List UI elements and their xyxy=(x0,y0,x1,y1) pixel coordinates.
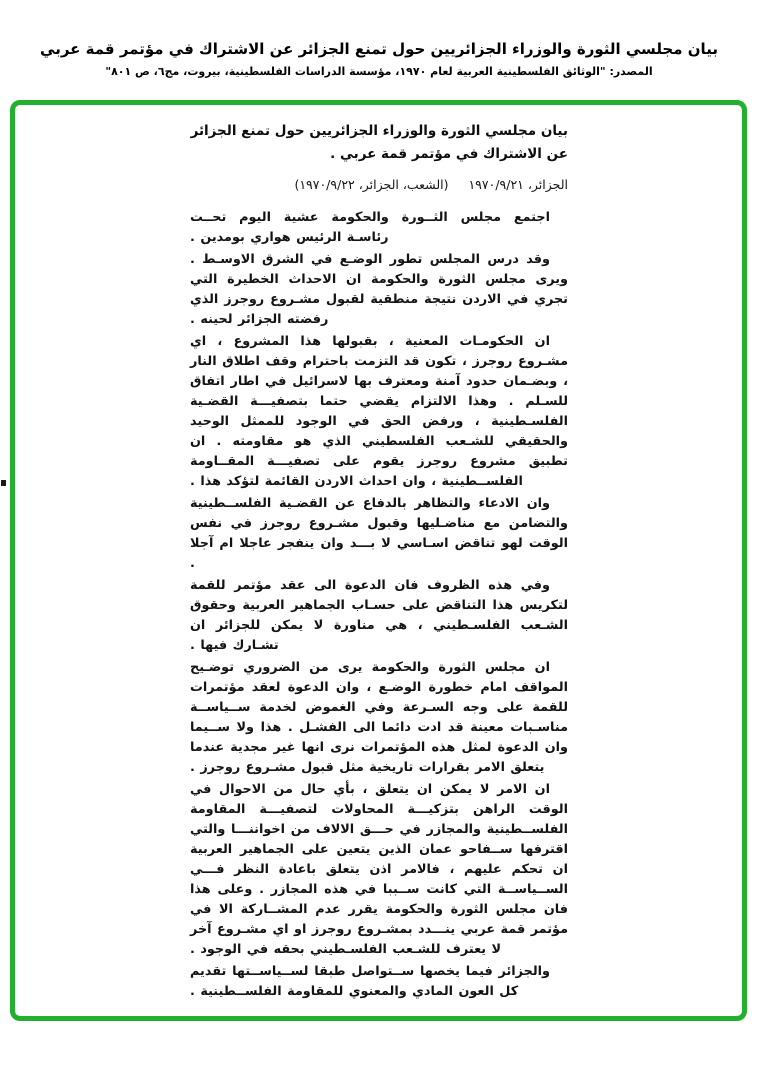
paragraph: وفي هذه الظروف فان الدعوة الى عقد مؤتمر للقمة لتكريس هذا التناقض على حسـاب الجماهير العربية وحقوق الشـعب الفلسـطيني ، هي مناورة لا يمكن للجزائر ان تشـارك فيها . xyxy=(190,578,568,653)
paragraph: ان الامر لا يمكن ان يتعلق ، بأي حال من الاحوال في الوقت الراهن بتزكيـــة المحاولات لتصفيـــة المقاومة الفلســطينية والمجازر في حـــق الالاف من اخواننـــا والتي اقترفها ســفاحو عمان الذين يتعين على الجماهير العربية ان تحكم عليهم ، فالامر اذن يتعلق باعادة النظر فـــي الســياســة التي كانت ســببا في هذه المجازر . وعلى هذا فان مجلس الثورة والحكومة يقرر عدم المشــاركة الا في مؤتمر قمة عربي ينـــدد بمشـروع روجرز او اي مشـروع آخر لا يعترف للشـعب الفلسـطيني بحقه في الوجود . xyxy=(190,782,568,957)
paragraph: وقد درس المجلس تطور الوضـع في الشرق الاوسـط . ويرى مجلس الثورة والحكومة ان الاحداث الخطيرة التي تجري في الاردن نتيجة منطقية لقبول مشـروع روجرز الذي رفضته الجزائر لحينه . xyxy=(190,252,568,327)
dateline-publication: (الشعب، الجزائر، ١٩٧٠/٩/٢٢) xyxy=(294,177,449,192)
paragraph: ان الحكومـات المعنية ، بقبولها هذا المشروع ، اي مشـروع روجرز ، تكون قد التزمت باحترام وقف اطلاق النار ، وبضـمان حدود آمنة ومعترف بها لاسرائيل في اطار اتفاق للسـلم . وهذا الالتزام يقضي حتما بتصفيـــة القضـية الفلسـطينية ، ورفض الحق في الوجود للممثل الوحيد والحقيقي للشـعب الفلسطيني الذي هو مقاومته . ان تطبيق مشروع روجرز يقوم على تصفيـــة المقــاومة الفلســطينية ، وان احداث الاردن القائمة لتؤكد هذا . xyxy=(190,334,568,489)
page-header xyxy=(0,38,758,80)
page-title: بيان مجلسي الثورة والوزراء الجزائريين حول تمنع الجزائر عن الاشتراك في مؤتمر قمة عربي xyxy=(40,40,718,58)
scan-artifact-dot xyxy=(1,480,6,486)
dateline xyxy=(190,176,568,194)
paragraph-container xyxy=(190,208,568,1002)
dateline-place-date: الجزائر، ١٩٧٠/٩/٢١ xyxy=(468,177,568,192)
paragraph: ان مجلس الثورة والحكومة يرى من الضروري توضـيح المواقف امام خطورة الوضـع ، وان الدعوة لعقد مؤتمرات للقمة على وجه السـرعة وفي الغموض لخدمة ســياســة مناسـبات معينة قد ادت دائما الى الفشـل . هذا ولا ســيما وان الدعوة لمثل هذه المؤتمرات نرى انها غير مجدية عندما يتعلق الامر بقرارات تاريخية مثل قبول مشـروع روجرز . xyxy=(190,660,568,775)
paragraph: اجتمع مجلس الثــورة والحكومة عشية اليوم تحــت رئاسـة الرئيس هواري بومدين . xyxy=(190,210,550,245)
document-body xyxy=(190,120,568,1004)
paragraph: والجزائر فيما يخصها ســتواصل طبقا لســياســتها تقديم كل العون المادي والمعنوي للمقاومة الفلســطينية . xyxy=(190,964,550,999)
source-citation: المصدر: "الوثائق الفلسطينية العربية لعام ١٩٧٠، مؤسسة الدراسات الفلسطينية، بيروت، مج٦، ص ٨٠١" xyxy=(105,65,653,78)
paragraph: وان الادعاء والتظاهر بالدفاع عن القضـية الفلســطينية والتضامن مع مناضـليها وقبول مشـروع روجرز في نفس الوقت لهو تناقض اسـاسي لا بـــد وان ينفجر عاجلا ام آجلا . xyxy=(190,496,568,571)
document-title: بيان مجلسي الثورة والوزراء الجزائريين حول تمنع الجزائر عن الاشتراك في مؤتمر قمة عربي . xyxy=(190,123,568,162)
